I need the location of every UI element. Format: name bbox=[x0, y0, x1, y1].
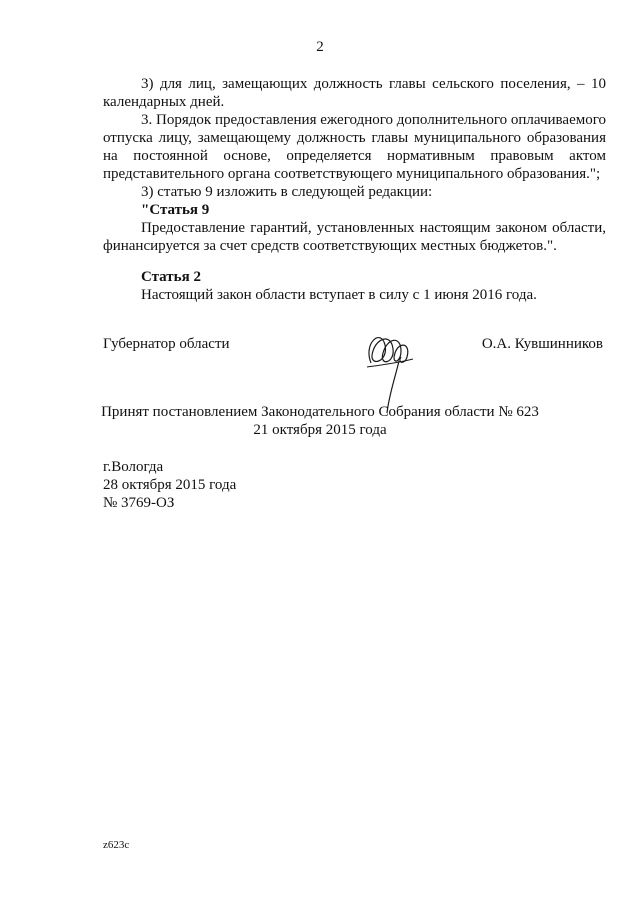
place-date-block bbox=[103, 458, 236, 512]
article2-heading: Статья 2 bbox=[141, 269, 201, 285]
handwritten-signature bbox=[361, 323, 421, 415]
paragraph-clause-3: 3. Порядок предоставления ежегодного дополнительного оплачиваемого отпуска лицу, замещающему должность главы муниципального образования на постоянной основе, определяется нормативным правовым актом представительного органа соответствующего муниципального образования."; bbox=[103, 112, 606, 182]
governor-name: О.А. Кувшинников bbox=[481, 336, 603, 352]
governor-title: Губернатор области bbox=[103, 336, 230, 352]
article9-text: Предоставление гарантий, установленных настоящим законом области, финансируется за счет средств соответствующих местных бюджетов.". bbox=[103, 220, 606, 254]
article2-section bbox=[141, 268, 601, 304]
adoption-line-1: Принят постановлением Законодательного Собрания области № 623 bbox=[101, 404, 539, 420]
amendment-text bbox=[103, 75, 606, 255]
page-number: 2 bbox=[316, 39, 324, 55]
document-code: z623c bbox=[103, 839, 130, 851]
paragraph-item-3: 3) для лиц, замещающих должность главы сельского поселения, – 10 календарных дней. bbox=[103, 76, 606, 110]
law-number: № 3769-ОЗ bbox=[103, 495, 175, 511]
city: г.Вологда bbox=[103, 459, 164, 475]
adoption-note bbox=[0, 403, 640, 439]
law-date: 28 октября 2015 года bbox=[103, 477, 237, 493]
paragraph-article9-intro: 3) статью 9 изложить в следующей редакции: bbox=[141, 184, 433, 200]
article9-heading: "Статья 9 bbox=[141, 202, 210, 218]
adoption-line-2: 21 октября 2015 года bbox=[253, 422, 387, 438]
article2-text: Настоящий закон области вступает в силу с 1 июня 2016 года. bbox=[141, 287, 537, 303]
